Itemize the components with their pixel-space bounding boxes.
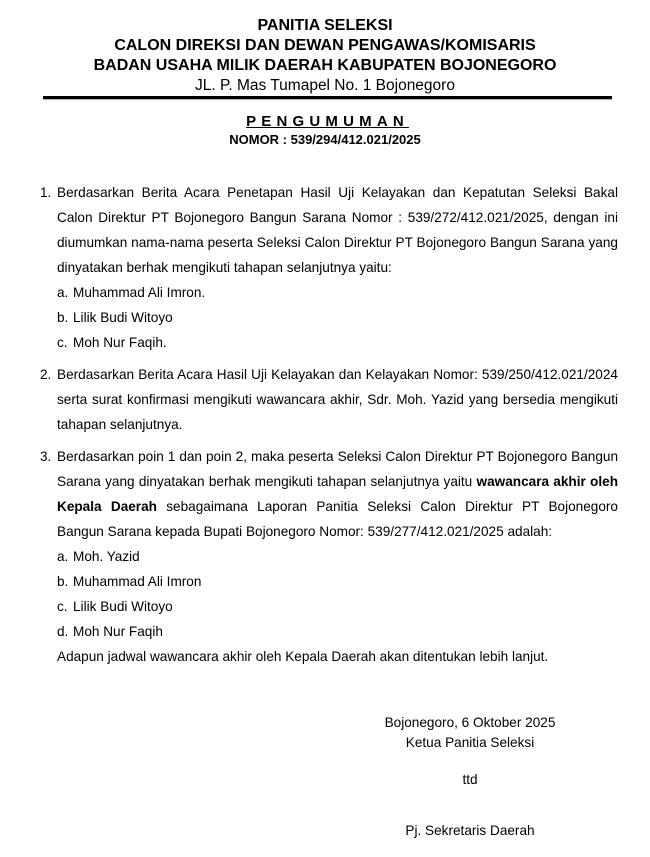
participant-name: Muhammad Ali Imron: [73, 574, 202, 589]
document-number: NOMOR : 539/294/412.021/2025: [229, 132, 421, 147]
participant-name: Lilik Budi Witoyo: [73, 599, 173, 614]
announcement-body: [40, 180, 618, 669]
list-letter: c.: [57, 335, 68, 350]
list-item: [57, 569, 618, 594]
list-item: [57, 280, 618, 305]
closing-text: Adapun jadwal wawancara akhir oleh Kepala Daerah akan ditentukan lebih lanjut.: [57, 649, 549, 664]
signature-ttd: ttd: [462, 772, 478, 787]
point-number: 1.: [40, 185, 52, 200]
document-title: [0, 113, 650, 130]
list-letter: c.: [57, 599, 68, 614]
signature-place-date: Bojonegoro, 6 Oktober 2025: [384, 715, 556, 730]
point-text-start: Berdasarkan poin 1 dan poin 2, maka peserta Seleksi Calon Direktur PT Bojonegoro Bangun Sarana yang dinyatakan berhak mengikuti tahapan selanjutnya yaitu: [57, 449, 618, 489]
list-item: [57, 594, 618, 619]
letterhead-line-2: CALON DIREKSI DAN DEWAN PENGAWAS/KOMISARIS: [114, 37, 536, 54]
signature-official: Pj. Sekretaris Daerah: [405, 823, 535, 838]
participant-name: Moh Nur Faqih: [73, 624, 163, 639]
point-3: [40, 444, 618, 669]
list-letter: a.: [57, 285, 69, 300]
participant-name: Lilik Budi Witoyo: [73, 310, 173, 325]
participant-name: Moh. Yazid: [73, 549, 140, 564]
letterhead-line-1: PANITIA SELEKSI: [257, 17, 393, 34]
list-letter: d.: [57, 624, 69, 639]
point-text-bold: wawancara akhir oleh Kepala Daerah: [57, 474, 618, 514]
document-title-text: PENGUMUMAN: [246, 113, 409, 130]
point-text: Berdasarkan Berita Acara Hasil Uji Kelayakan dan Kelayakan Nomor: 539/250/412.021/2024 serta surat konfirmasi mengikuti wawancara akhir, Sdr. Moh. Yazid yang bersedia mengikuti tahapan selanjutnya.: [57, 367, 618, 432]
list-letter: a.: [57, 549, 69, 564]
letterhead-address: JL. P. Mas Tumapel No. 1 Bojonegoro: [195, 77, 455, 94]
point-text: [57, 444, 618, 544]
letterhead-line-3: BADAN USAHA MILIK DAERAH KABUPATEN BOJONEGORO: [93, 57, 557, 74]
list-item: [57, 619, 618, 644]
list-item: [57, 330, 618, 355]
point-1: [40, 180, 618, 355]
list-item: [57, 544, 618, 569]
point-number: 3.: [40, 449, 52, 464]
point-text-end: sebagaimana Laporan Panitia Seleksi Calon Direktur PT Bojonegoro Bangun Sarana kepada Bupati Bojonegoro Nomor: 539/277/412.021/2025 adalah:: [57, 499, 618, 539]
participant-name: Muhammad Ali Imron.: [73, 285, 206, 300]
letterhead-divider: [43, 96, 612, 99]
list-letter: b.: [57, 574, 69, 589]
point-2: [40, 362, 618, 437]
participant-name: Moh Nur Faqih.: [73, 335, 167, 350]
point-number: 2.: [40, 367, 52, 382]
list-letter: b.: [57, 310, 69, 325]
point-text: Berdasarkan Berita Acara Penetapan Hasil Uji Kelayakan dan Kepatutan Seleksi Bakal Calon Direktur PT Bojonegoro Bangun Sarana Nomor : 539/272/412.021/2025, dengan ini diumumkan nama-nama peserta Seleksi Calon Direktur PT Bojonegoro Bangun Sarana yang dinyatakan berhak mengikuti tahapan selanjutnya yaitu:: [57, 185, 618, 275]
list-item: [57, 305, 618, 330]
signature-role: Ketua Panitia Seleksi: [405, 735, 535, 750]
